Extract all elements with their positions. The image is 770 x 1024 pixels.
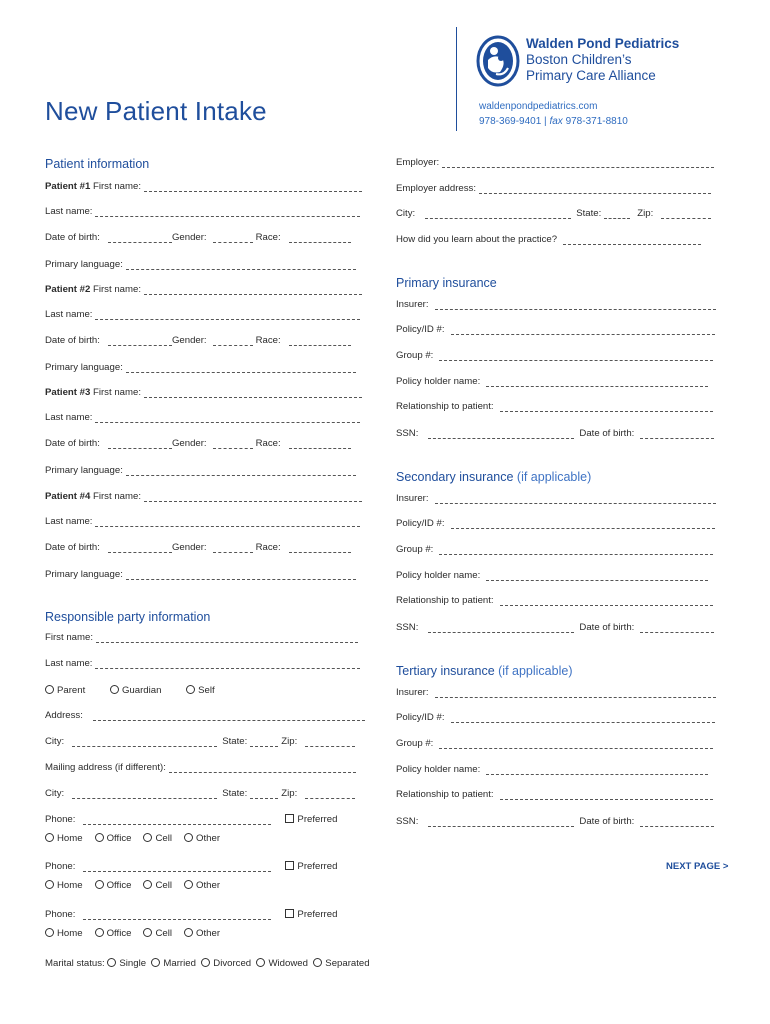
patient-gender-field[interactable] <box>213 439 253 449</box>
radio-icon <box>45 833 54 842</box>
phone-type-home[interactable]: Home <box>45 833 83 844</box>
phone-field[interactable] <box>83 862 271 872</box>
marital-single[interactable]: Single <box>107 958 146 969</box>
preferred-checkbox[interactable]: Preferred <box>285 814 337 825</box>
radio-icon <box>151 958 160 967</box>
radio-icon <box>143 928 152 937</box>
preferred-checkbox[interactable]: Preferred <box>285 861 337 872</box>
patient-first-name-row <box>45 284 365 295</box>
phone-type-office[interactable]: Office <box>95 833 132 844</box>
phone-type-options <box>45 833 232 844</box>
phone-type-home[interactable]: Home <box>45 928 83 939</box>
patient-language-field[interactable] <box>126 466 356 476</box>
phone-type-other[interactable]: Other <box>184 880 220 891</box>
primary-relationship-row <box>396 401 716 412</box>
patient-first-name-row <box>45 387 365 398</box>
patient-last-name-row <box>45 412 363 423</box>
secondary-insurer-field[interactable] <box>435 494 716 504</box>
radio-icon <box>313 958 322 967</box>
secondary-relationship-field[interactable] <box>500 596 713 606</box>
state-label: State: <box>222 736 248 747</box>
responsible-last-name-field[interactable] <box>95 659 360 669</box>
dob-label: Date of birth: <box>45 438 100 449</box>
radio-icon <box>110 685 119 694</box>
primary-language-label: Primary language: <box>45 465 123 476</box>
secondary-insurance-heading <box>396 470 591 484</box>
city-label: City: <box>45 736 65 747</box>
zip-label: Zip: <box>281 736 298 747</box>
patient-language-field[interactable] <box>126 363 356 373</box>
radio-icon <box>107 958 116 967</box>
phone-type-options <box>45 880 232 891</box>
tertiary-relationship-field[interactable] <box>500 790 713 800</box>
page-title: New Patient Intake <box>45 96 267 126</box>
race-label: Race: <box>255 232 281 243</box>
preferred-checkbox[interactable]: Preferred <box>285 909 337 920</box>
phone-type-office[interactable]: Office <box>95 880 132 891</box>
city-row <box>45 736 358 747</box>
policy-holder-label: Policy holder name: <box>396 376 481 387</box>
tertiary-insurance-heading <box>396 664 572 678</box>
relation-self[interactable]: Self <box>186 685 215 696</box>
marital-status-row <box>45 958 370 969</box>
phone-label: Phone: <box>45 909 76 920</box>
if-applicable-note: (if applicable) <box>516 470 592 484</box>
primary-insurance-title: Primary insurance <box>396 276 497 290</box>
logo-icon <box>474 34 526 88</box>
state-label: State: <box>576 208 602 219</box>
patient-dob-field[interactable] <box>108 233 172 243</box>
patient-dob-row <box>45 232 354 243</box>
patient-language-field[interactable] <box>126 570 356 580</box>
patient-number-label: Patient #2 <box>45 284 91 295</box>
brand-line-3: Primary Care Alliance <box>526 68 656 83</box>
patient-dob-row <box>45 335 354 346</box>
primary-insurance-heading <box>396 276 497 290</box>
phone-type-home[interactable]: Home <box>45 880 83 891</box>
patient-gender-field[interactable] <box>213 336 253 346</box>
if-applicable-note: (if applicable) <box>498 664 573 678</box>
radio-icon <box>143 833 152 842</box>
primary-policy-holder-row <box>396 376 711 387</box>
tertiary-group-row <box>396 738 716 749</box>
policy-id-label: Policy/ID #: <box>396 712 445 723</box>
relation-options <box>45 685 227 696</box>
radio-icon <box>184 928 193 937</box>
fax-number: 978-371-8810 <box>565 115 628 127</box>
patient-dob-row <box>45 542 354 553</box>
relationship-label: Relationship to patient: <box>396 595 494 606</box>
radio-icon <box>45 685 54 694</box>
group-label: Group #: <box>396 738 434 749</box>
patient-gender-field[interactable] <box>213 543 253 553</box>
state-field[interactable] <box>250 737 278 747</box>
radio-icon <box>45 880 54 889</box>
patient-last-name-field[interactable] <box>95 517 360 527</box>
patient-first-name-row <box>45 181 365 192</box>
patient-language-row <box>45 362 359 373</box>
patient-race-field[interactable] <box>289 233 351 243</box>
patient-race-field[interactable] <box>289 543 351 553</box>
tertiary-insurance-title: Tertiary insurance <box>396 664 495 678</box>
patient-last-name-row <box>45 516 363 527</box>
secondary-group-row <box>396 544 716 555</box>
secondary-dob-field[interactable] <box>640 623 714 633</box>
employer-address-label: Employer address: <box>396 183 476 194</box>
insurer-label: Insurer: <box>396 687 429 698</box>
marital-status-label: Marital status: <box>45 958 105 969</box>
responsible-last-name-row <box>45 658 363 669</box>
race-label: Race: <box>255 542 281 553</box>
ssn-label: SSN: <box>396 428 419 439</box>
brand-block <box>526 36 679 84</box>
insurer-label: Insurer: <box>396 493 429 504</box>
primary-group-field[interactable] <box>439 351 713 361</box>
tertiary-policy-holder-row <box>396 764 711 775</box>
phone-type-cell[interactable]: Cell <box>143 880 172 891</box>
gender-label: Gender: <box>171 438 207 449</box>
primary-language-label: Primary language: <box>45 259 123 270</box>
phone-label: Phone: <box>45 861 76 872</box>
radio-icon <box>186 685 195 694</box>
patient-last-name-field[interactable] <box>95 207 360 217</box>
learn-field[interactable] <box>563 235 701 245</box>
phone-row <box>45 814 337 825</box>
primary-policy-holder-field[interactable] <box>486 377 708 387</box>
primary-insurer-row <box>396 299 719 310</box>
radio-icon <box>184 833 193 842</box>
phone-field[interactable] <box>83 910 271 920</box>
employer-row <box>396 157 717 168</box>
patient-dob-field[interactable] <box>108 543 172 553</box>
phone-type-cell[interactable]: Cell <box>143 928 172 939</box>
marital-married[interactable]: Married <box>149 958 196 969</box>
patient-first-name-field[interactable] <box>144 388 362 398</box>
patient-race-field[interactable] <box>289 439 351 449</box>
patient-dob-field[interactable] <box>108 336 172 346</box>
last-name-label: Last name: <box>45 309 93 320</box>
secondary-policy-id-field[interactable] <box>451 519 715 529</box>
primary-relationship-field[interactable] <box>500 402 713 412</box>
primary-group-row <box>396 350 716 361</box>
responsible-first-name-row <box>45 632 361 643</box>
patient-language-field[interactable] <box>126 260 356 270</box>
patient-first-name-field[interactable] <box>144 182 362 192</box>
phone-type-other[interactable]: Other <box>184 833 220 844</box>
gender-label: Gender: <box>171 542 207 553</box>
secondary-policy-holder-field[interactable] <box>486 571 708 581</box>
radio-icon <box>143 880 152 889</box>
patient-gender-field[interactable] <box>213 233 253 243</box>
ssn-label: SSN: <box>396 622 419 633</box>
mailing-address-row <box>45 762 359 773</box>
fax-label: fax <box>549 115 563 127</box>
tertiary-ssn-field[interactable] <box>428 817 574 827</box>
secondary-insurance-title: Secondary insurance <box>396 470 514 484</box>
checkbox-icon <box>285 909 294 918</box>
dob-label: Date of birth: <box>45 542 100 553</box>
secondary-ssn-field[interactable] <box>428 623 574 633</box>
radio-icon <box>95 833 104 842</box>
policy-id-label: Policy/ID #: <box>396 518 445 529</box>
marital-divorced[interactable]: Divorced <box>199 958 252 969</box>
dob-label: Date of birth: <box>579 622 635 633</box>
state-field-2[interactable] <box>250 789 278 799</box>
state-label: State: <box>222 788 248 799</box>
radio-icon <box>184 880 193 889</box>
zip-label: Zip: <box>637 208 654 219</box>
patient-first-name-field[interactable] <box>144 285 362 295</box>
patient-last-name-row <box>45 206 363 217</box>
last-name-label: Last name: <box>45 412 93 423</box>
first-name-label: First name: <box>93 387 141 398</box>
phone-row <box>45 861 337 872</box>
brand-name: Walden Pond Pediatrics <box>526 36 680 51</box>
employer-address-row <box>396 183 714 194</box>
last-name-label: Last name: <box>45 658 93 669</box>
secondary-relationship-row <box>396 595 716 606</box>
employer-state-field[interactable] <box>604 209 630 219</box>
primary-language-label: Primary language: <box>45 569 123 580</box>
secondary-policy-holder-row <box>396 570 711 581</box>
secondary-group-field[interactable] <box>439 545 713 555</box>
phone-type-other[interactable]: Other <box>184 928 220 939</box>
policy-holder-label: Policy holder name: <box>396 764 481 775</box>
patient-language-row <box>45 259 359 270</box>
contact-block <box>479 100 628 129</box>
phone-type-cell[interactable]: Cell <box>143 833 172 844</box>
learn-label: How did you learn about the practice? <box>396 234 558 245</box>
secondary-policy-id-row <box>396 518 718 529</box>
gender-label: Gender: <box>171 335 207 346</box>
dob-label: Date of birth: <box>45 335 100 346</box>
patient-race-field[interactable] <box>289 336 351 346</box>
primary-policy-id-field[interactable] <box>451 325 715 335</box>
patient-info-heading: Patient information <box>45 157 150 171</box>
patient-last-name-field[interactable] <box>95 413 360 423</box>
zip-field-2[interactable] <box>305 789 355 799</box>
radio-icon <box>95 880 104 889</box>
tertiary-ssn-row <box>396 816 717 827</box>
tertiary-insurer-field[interactable] <box>435 688 716 698</box>
phone-type-options <box>45 928 232 939</box>
race-label: Race: <box>255 335 281 346</box>
header-divider <box>456 27 457 131</box>
tertiary-policy-id-row <box>396 712 718 723</box>
phone-label: Phone: <box>45 814 76 825</box>
marital-widowed[interactable]: Widowed <box>254 958 308 969</box>
relation-parent[interactable]: Parent <box>45 685 85 696</box>
responsible-first-name-field[interactable] <box>96 633 358 643</box>
patient-last-name-field[interactable] <box>95 310 360 320</box>
mailing-address-label: Mailing address (if different): <box>45 762 166 773</box>
relation-guardian[interactable]: Guardian <box>110 685 161 696</box>
patient-language-row <box>45 569 359 580</box>
address-label: Address: <box>45 710 83 721</box>
primary-policy-id-row <box>396 324 718 335</box>
policy-id-label: Policy/ID #: <box>396 324 445 335</box>
radio-icon <box>201 958 210 967</box>
patient-first-name-field[interactable] <box>144 492 362 502</box>
checkbox-icon <box>285 861 294 870</box>
patient-dob-field[interactable] <box>108 439 172 449</box>
next-page-link[interactable]: NEXT PAGE > <box>666 861 729 872</box>
first-name-label: First name: <box>93 491 141 502</box>
policy-holder-label: Policy holder name: <box>396 570 481 581</box>
dob-label: Date of birth: <box>45 232 100 243</box>
group-label: Group #: <box>396 350 434 361</box>
patient-number-label: Patient #4 <box>45 491 91 502</box>
website-link[interactable]: waldenpondpediatrics.com <box>479 101 598 112</box>
patient-language-row <box>45 465 359 476</box>
city-field-2[interactable] <box>72 789 217 799</box>
primary-ssn-row <box>396 428 717 439</box>
employer-address-field[interactable] <box>479 184 711 194</box>
primary-ssn-field[interactable] <box>428 429 574 439</box>
employer-label: Employer: <box>396 157 440 168</box>
first-name-label: First name: <box>45 632 93 643</box>
phone-row <box>45 909 337 920</box>
primary-insurer-field[interactable] <box>435 300 716 310</box>
marital-separated[interactable]: Separated <box>311 958 370 969</box>
tertiary-insurer-row <box>396 687 719 698</box>
race-label: Race: <box>255 438 281 449</box>
employer-city-field[interactable] <box>425 209 571 219</box>
dob-label: Date of birth: <box>579 428 635 439</box>
ssn-label: SSN: <box>396 816 419 827</box>
patient-last-name-row <box>45 309 363 320</box>
secondary-insurer-row <box>396 493 719 504</box>
city-field[interactable] <box>72 737 217 747</box>
phone-type-office[interactable]: Office <box>95 928 132 939</box>
last-name-label: Last name: <box>45 206 93 217</box>
mailing-address-field[interactable] <box>169 763 356 773</box>
tertiary-relationship-row <box>396 789 716 800</box>
patient-dob-row <box>45 438 354 449</box>
tertiary-policy-holder-field[interactable] <box>486 765 708 775</box>
tertiary-dob-field[interactable] <box>640 817 714 827</box>
phone-number: 978-369-9401 <box>479 115 542 127</box>
tertiary-group-field[interactable] <box>439 739 713 749</box>
primary-dob-field[interactable] <box>640 429 714 439</box>
brand-line-2: Boston Children’s <box>526 52 632 67</box>
employer-city-row <box>396 208 714 219</box>
phone-fax-line: 978-369-9401 | fax 978-371-8810 <box>479 115 628 127</box>
radio-icon <box>45 928 54 937</box>
address-row <box>45 710 368 721</box>
gender-label: Gender: <box>171 232 207 243</box>
first-name-label: First name: <box>93 181 141 192</box>
patient-first-name-row <box>45 491 365 502</box>
patient-number-label: Patient #3 <box>45 387 91 398</box>
zip-label: Zip: <box>281 788 298 799</box>
primary-language-label: Primary language: <box>45 362 123 373</box>
radio-icon <box>256 958 265 967</box>
secondary-ssn-row <box>396 622 717 633</box>
last-name-label: Last name: <box>45 516 93 527</box>
responsible-party-heading: Responsible party information <box>45 610 211 624</box>
relationship-label: Relationship to patient: <box>396 789 494 800</box>
group-label: Group #: <box>396 544 434 555</box>
patient-number-label: Patient #1 <box>45 181 91 192</box>
radio-icon <box>95 928 104 937</box>
learn-row <box>396 234 704 245</box>
checkbox-icon <box>285 814 294 823</box>
phone-field[interactable] <box>83 815 271 825</box>
relationship-label: Relationship to patient: <box>396 401 494 412</box>
zip-field[interactable] <box>305 737 355 747</box>
tertiary-policy-id-field[interactable] <box>451 713 715 723</box>
city-label: City: <box>396 208 416 219</box>
employer-zip-field[interactable] <box>661 209 711 219</box>
dob-label: Date of birth: <box>579 816 635 827</box>
city-row-2 <box>45 788 358 799</box>
address-field[interactable] <box>93 711 365 721</box>
insurer-label: Insurer: <box>396 299 429 310</box>
city-label: City: <box>45 788 65 799</box>
employer-field[interactable] <box>442 158 714 168</box>
first-name-label: First name: <box>93 284 141 295</box>
